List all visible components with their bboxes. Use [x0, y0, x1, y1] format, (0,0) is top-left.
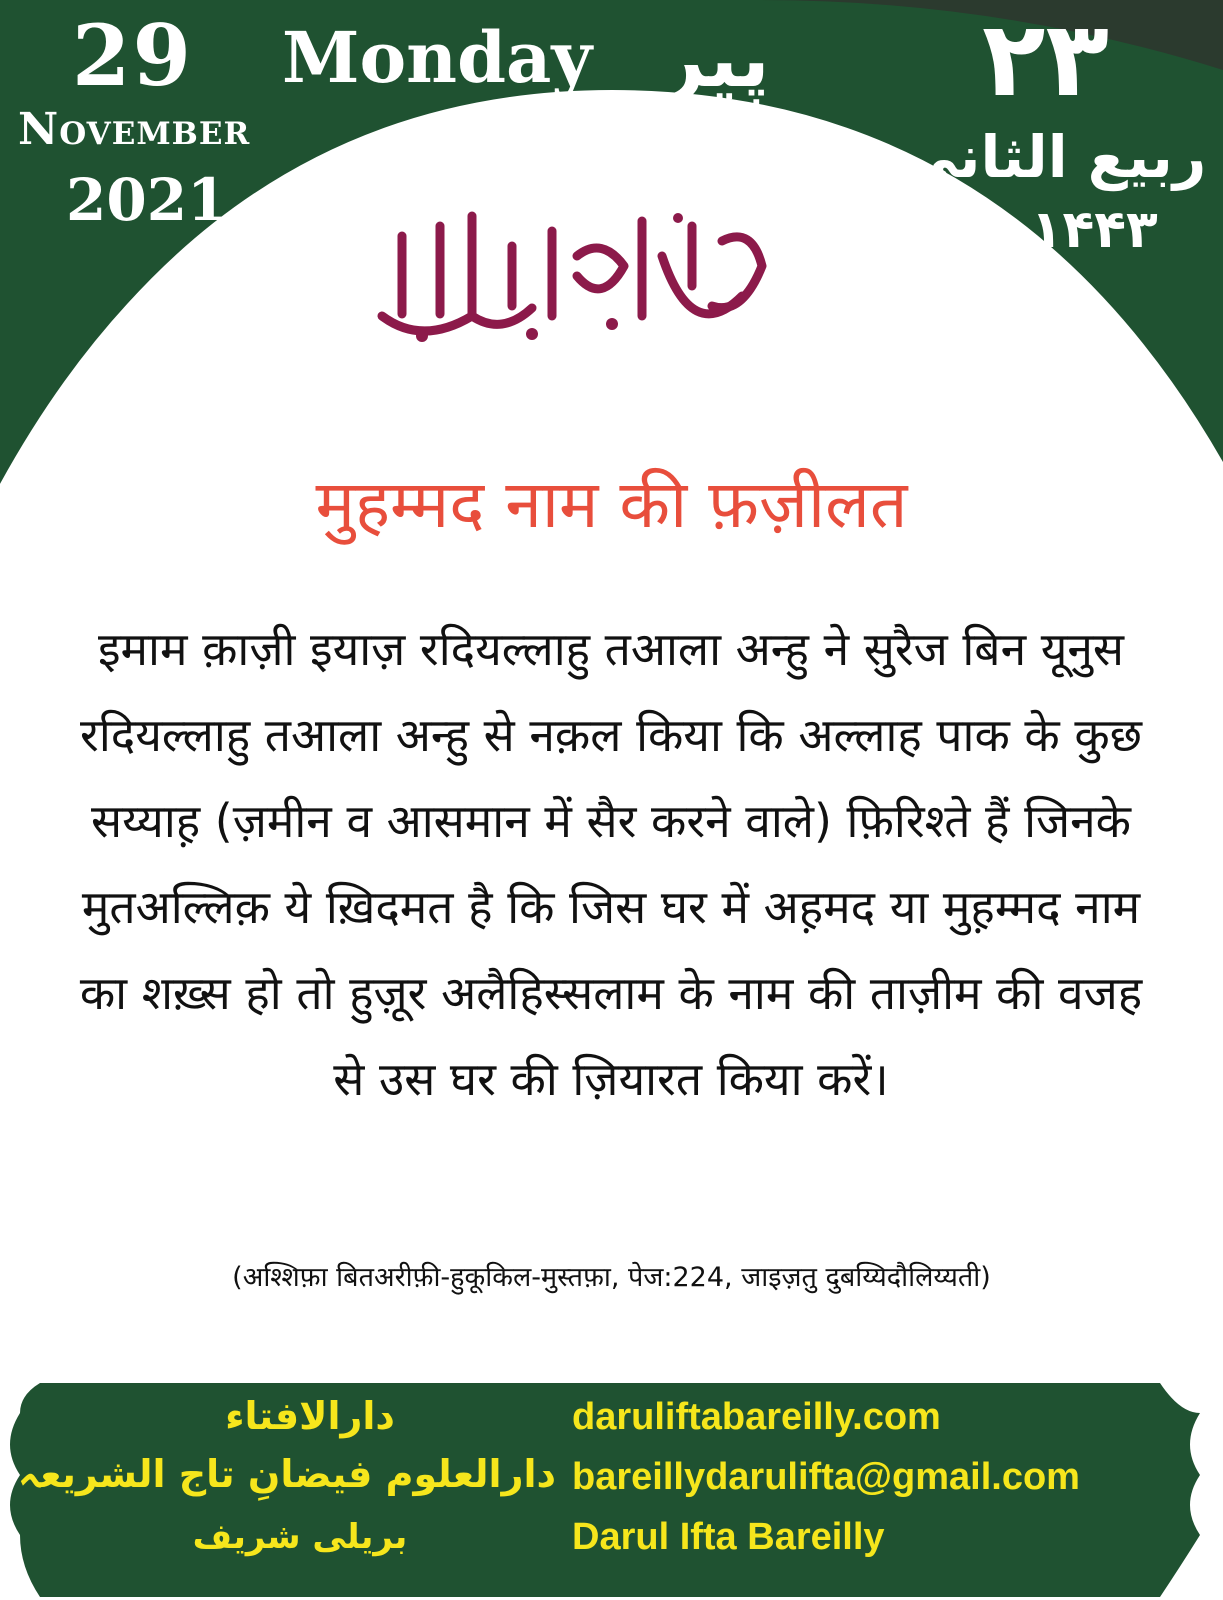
hijri-day: ۲۳: [982, 0, 1109, 120]
footer-website-link[interactable]: daruliftabareilly.com: [572, 1396, 941, 1438]
arabic-calligraphy-icon: [362, 196, 782, 356]
article-reference: (अश्शिफ़ा बितअरीफ़ी-हुकूकिल-मुस्तफ़ा, पेज:224, जाइज़तु दुबय्यिदौलिय्यती): [232, 1262, 991, 1293]
gregorian-month: November: [18, 104, 251, 155]
hijri-month: ربیع الثانی: [900, 123, 1207, 191]
weekday-urdu: پیر: [660, 15, 770, 105]
footer-email-link[interactable]: bareillydarulifta@gmail.com: [572, 1456, 1080, 1498]
weekday-label: Monday: [282, 16, 593, 99]
hijri-year: ۱۴۴۳ھ: [982, 200, 1158, 260]
footer-organization-name: Darul Ifta Bareilly: [572, 1516, 885, 1558]
article-title: मुहम्मद नाम की फ़ज़ीलत: [315, 466, 908, 543]
article-body: इमाम क़ाज़ी इयाज़ रदियल्लाहु तआला अन्हु ने सुरैज बिन यूनुस रदियल्लाहु तआला अन्हु से नक़ल किया कि अल्लाह पाक के कुछ सय्याह़ (ज़मीन व आसमान में सैर करने वाले) फ़िरिश्ते हैं जिनके मुतअल्लिक़ ये ख़िदमत है कि जिस घर में अह़मद या मुह़म्मद नाम का शख़्स हो तो हुज़ूर अलैहिस्सलाम के नाम की ताज़ीम की वजह से उस घर की ज़ियारत किया करें।: [79, 622, 1143, 1106]
footer-arabic-institution: دارالعلوم فیضانِ تاج الشریعہ: [17, 1452, 556, 1496]
footer-arabic-city: بریلی شریف: [192, 1517, 408, 1557]
footer-arabic-darulifta: دارالافتاء: [225, 1394, 395, 1438]
gregorian-year: 2021: [66, 166, 228, 234]
gregorian-day: 29: [72, 6, 193, 105]
